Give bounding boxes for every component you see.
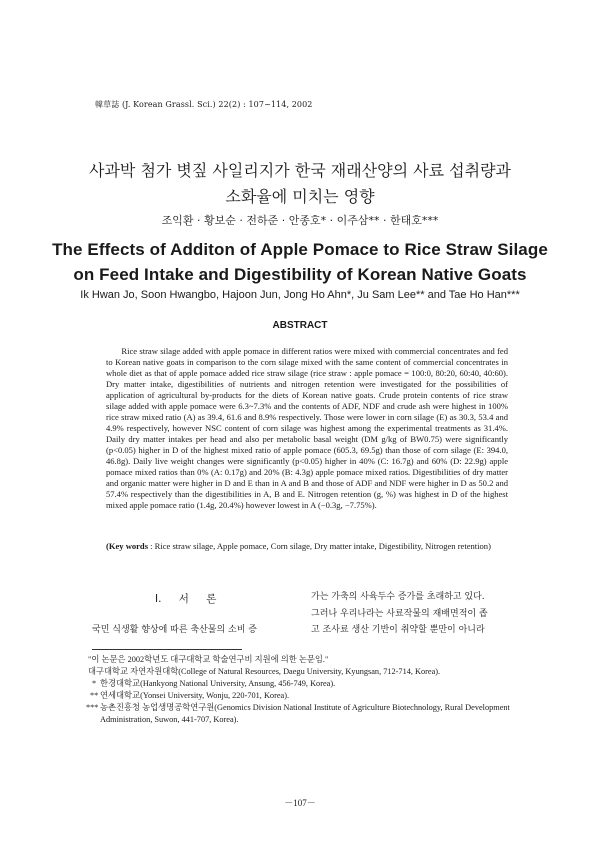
footnote-mark: *: [92, 679, 97, 688]
body-column-left: [92, 622, 305, 638]
body-line: 그러나 우리나라는 사료작물의 재배면적이 좁: [311, 608, 488, 619]
section-heading-introduction: Ⅰ. 서 론: [155, 593, 217, 605]
abstract-body: [106, 346, 508, 511]
journal-citation: 韓草誌 (J. Korean Grassl. Sci.) 22(2) : 107~114, 2002: [95, 100, 313, 109]
footnote-affiliation: 대구대학교 자연자원대학(College of Natural Resources, Daegu University, Kyungsan, 712-714, Korea).: [88, 667, 441, 676]
keywords: [106, 541, 554, 552]
english-title-line-1: The Effects of Additon of Apple Pomace to Rice Straw Silage: [52, 240, 548, 259]
korean-title-line-2: 소화율에 미치는 영향: [225, 187, 375, 206]
english-authors: Ik Hwan Jo, Soon Hwangbo, Hajoon Jun, Jong Ho Ahn*, Ju Sam Lee** and Tae Ho Han***: [80, 289, 520, 301]
keywords-label: (Key words: [106, 541, 149, 551]
footnote-affiliation: * 한경대학교(Hankyong National University, Ansung, 456-749, Korea).: [92, 679, 336, 688]
body-line: 가는 가축의 사육두수 증가를 초래하고 있다.: [311, 592, 485, 602]
abstract-paragraph: Rice straw silage added with apple pomace in different ratios were mixed with commercial concentrates and fed to Korean native goats in comparison to the corn silage mixed with the same content of commercial concentrates in whole diet as that of apple pomace added rice straw silage (rice straw : apple pomace = 100:0, 80:20, 60:40, 40:60). Dry matter intake, digestibilities of nutrients and nitrogen retention were investigated for the possibilities of application of agricultural by-products for the diets of Korean native goats. Crude protein contents of rice straw silage added with apple pomace were 6.3~7.3% and the contents of ADF, NDF and crude ash were highest in 100% rice straw mixed ratio (A) as 39.4, 61.6 and 8.9% respectively. Those were lower in corn silage (E) as 30.3, 53.4 and 4.9% respectively, however NSC content of corn silage was highest among the experimental treatments as 31.4%. Daily dry matter intakes per head and also per metabolic basal weight (DM g/kg of BW0.75) were significantly (p<0.05) higher in D of the highest mixed ratio of apple pomace (605.3, 69.5g) than those of corn silage (E: 394.0, 46.8g). Daily live weight changes were significantly (p<0.05) higher in 40% (C: 16.7g) and 60% (D: 22.9g) apple pomace mixed ratios than 0% (A: 0.17g) and 20% (B: 4.3g) apple pomace mixed ratios. Digestibilities of dry matter and organic matter were higher in D and E than in A and B and those of ADF and NDF were higher in D as 50.2 and 57.4% respectively than the digestibilities in A, B and E. Nitrogen retention (g, %) was highest in D of the highest mixed apple pomace ratio (1.4g, 20.4%) however lowest in A (−0.3g, −7.75%).: [106, 346, 508, 510]
footnote-divider: [92, 649, 242, 650]
footnote-mark: **: [90, 691, 99, 700]
abstract-heading: ABSTRACT: [272, 320, 328, 331]
body-line: 국민 식생활 향상에 따른 축산물의 소비 증: [92, 625, 257, 635]
body-line: 고 조사료 생산 기반이 취약할 뿐만이 아니라: [311, 625, 485, 635]
korean-authors: 조익환 · 황보순 · 전하준 · 안종호* · 이주삼** · 한태호***: [161, 214, 439, 227]
body-column-right: [311, 589, 521, 639]
page-number: －107－: [284, 798, 316, 808]
keywords-text: : Rice straw silage, Apple pomace, Corn silage, Dry matter intake, Digestibility, Nitrogen retention): [150, 541, 491, 551]
korean-title-line-1: 사과박 첨가 볏짚 사일리지가 한국 재래산양의 사료 섭취량과: [88, 161, 511, 180]
footnotes: [88, 654, 528, 726]
footnote-affiliation: ** 연세대학교(Yonsei University, Wonju, 220-701, Korea).: [90, 691, 290, 700]
footnote-funding: "이 논문은 2002학년도 대구대학교 학술연구비 지원에 의한 논문임.": [88, 655, 329, 664]
footnote-affiliation: *** 농촌진흥청 농업생명공학연구원(Genomics Division National Institute of Agriculture Biotechnology, Rural Development Administration, Suwon, 441-707, Korea).: [86, 703, 510, 724]
footnote-mark: ***: [86, 703, 99, 712]
english-title-line-2: on Feed Intake and Digestibility of Korean Native Goats: [73, 265, 527, 284]
